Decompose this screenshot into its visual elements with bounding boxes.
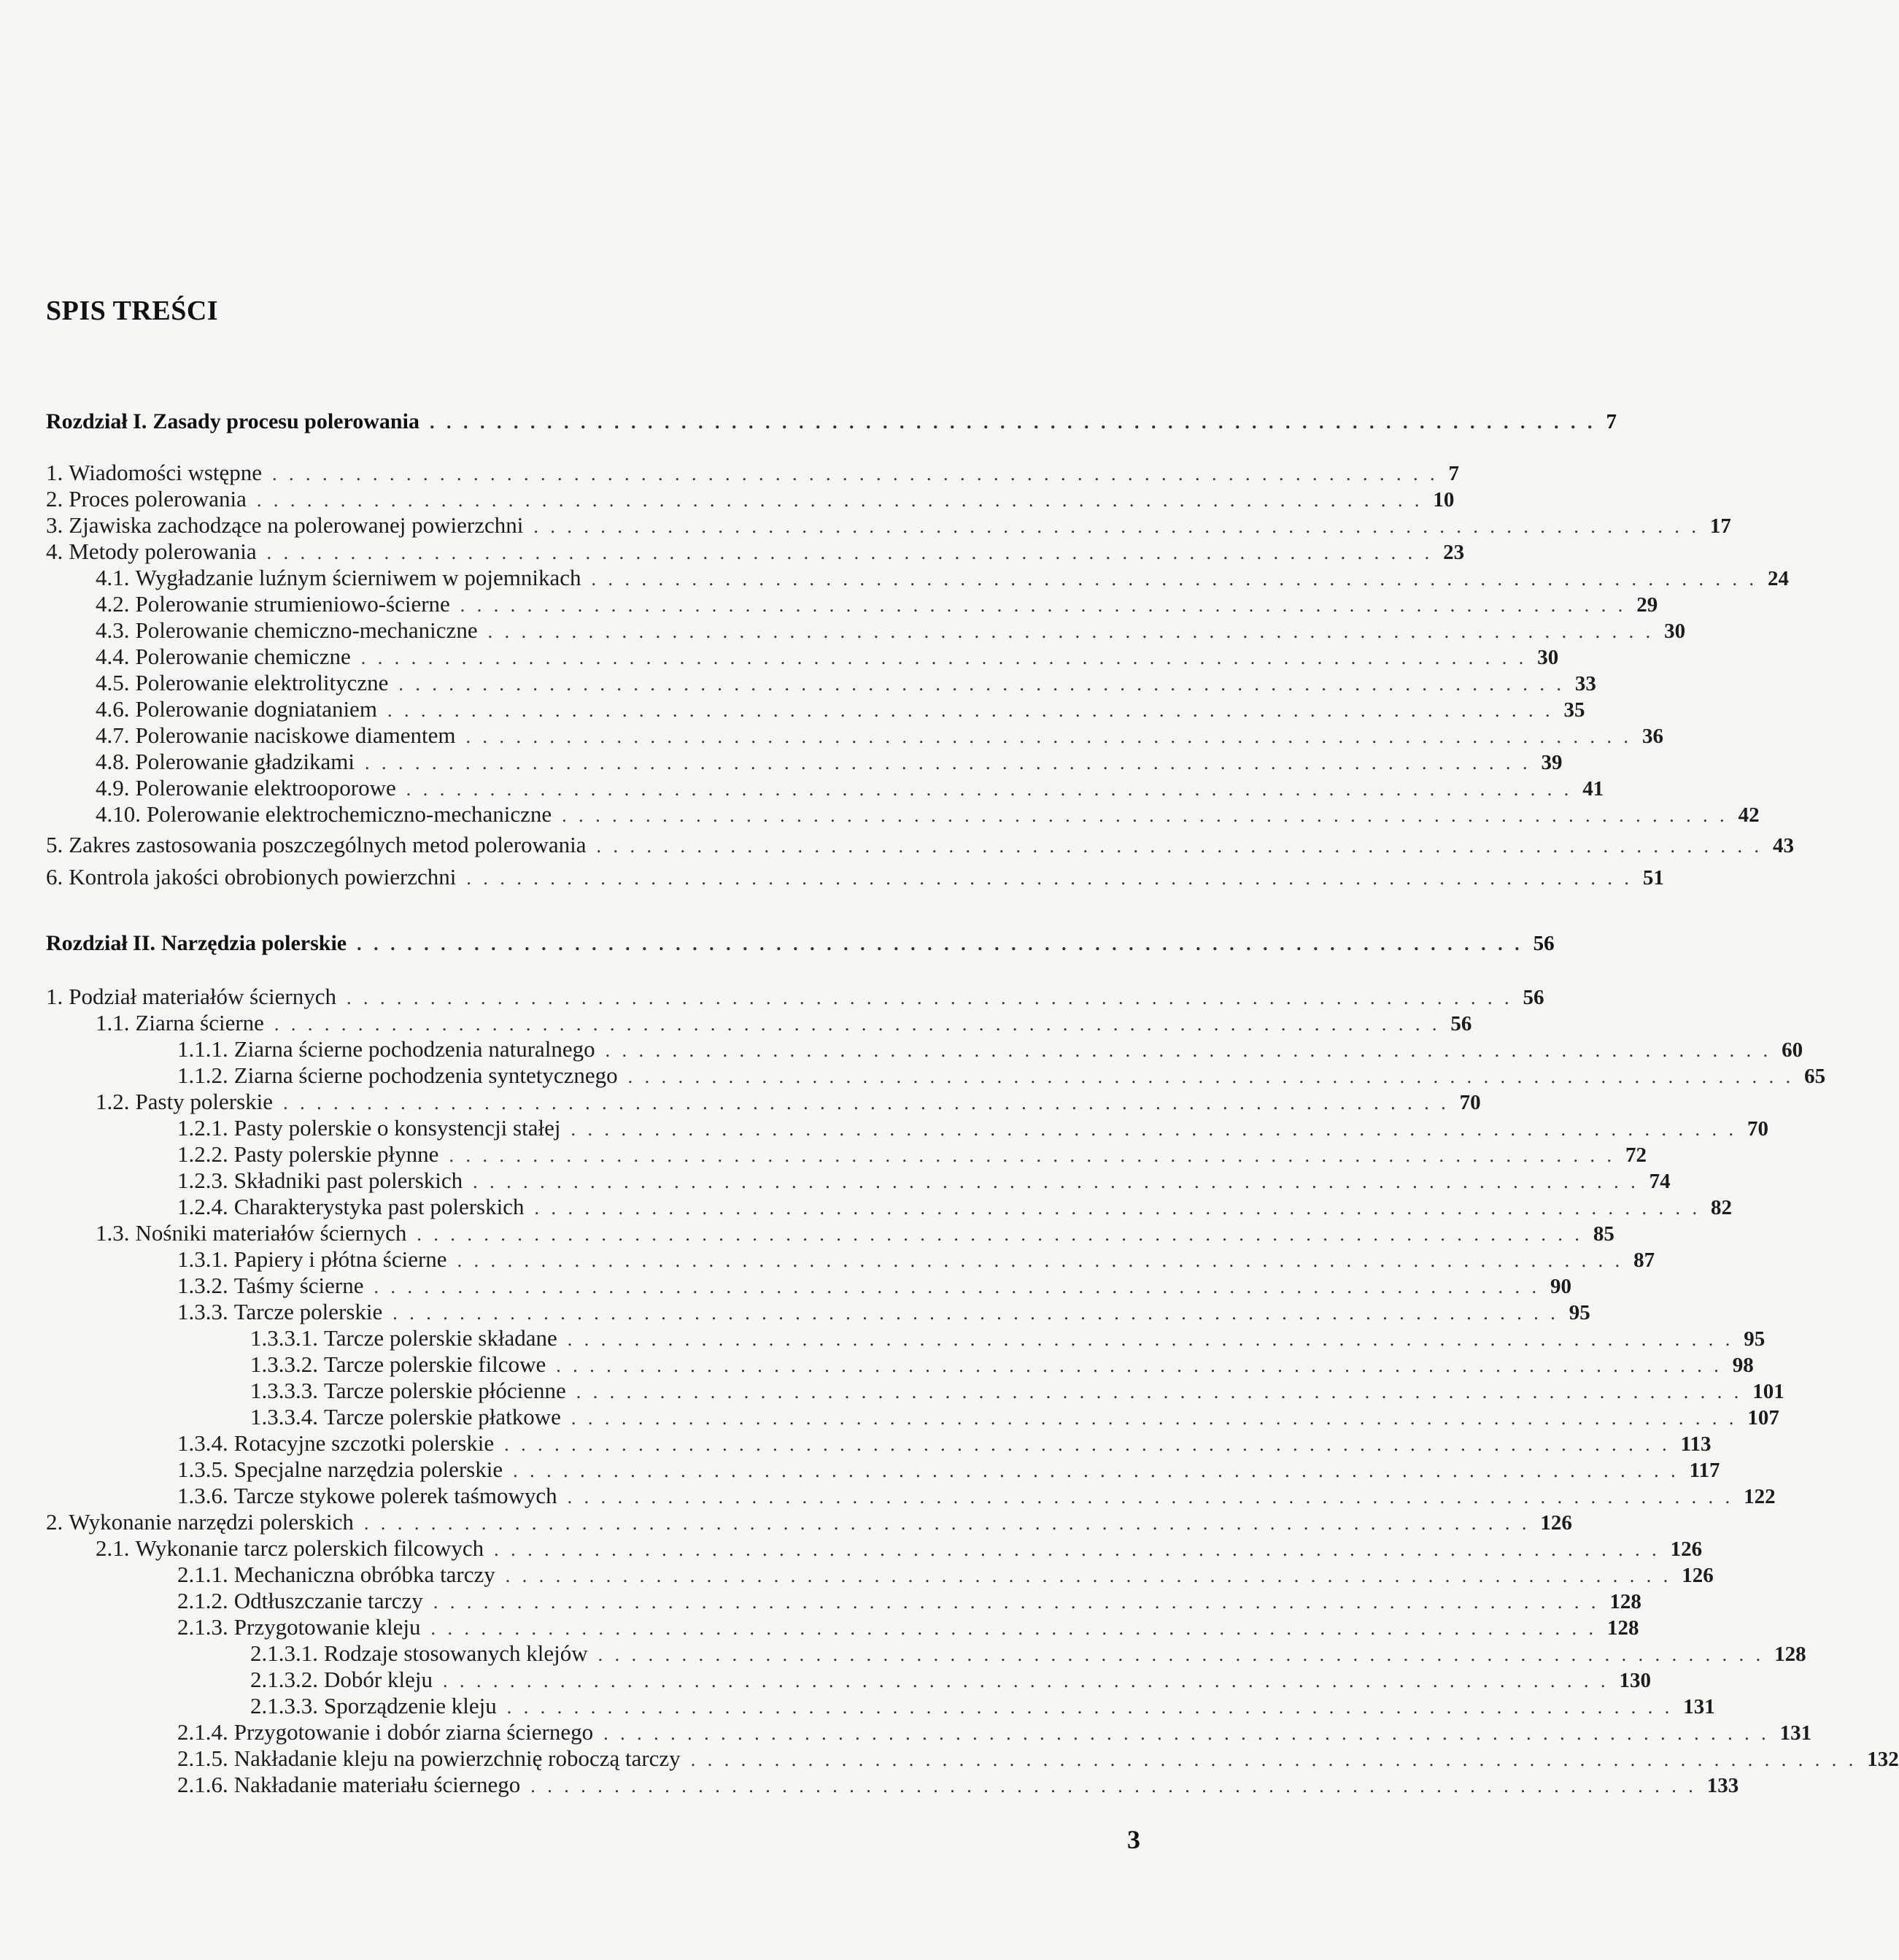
toc-entry: [46, 1457, 1720, 1483]
toc-entry-title: Podział materiałów ściernych: [69, 984, 336, 1009]
toc-entry-title: Składniki past polerskich: [233, 1168, 463, 1193]
dot-leader: [430, 409, 1596, 436]
toc-entry-page: 113: [1680, 1432, 1712, 1456]
toc-entry-number: 2.: [46, 1509, 63, 1535]
toc-entry: [46, 486, 1455, 512]
toc-entry-title: Polerowanie elektrooporowe: [135, 775, 396, 800]
toc-entry: [46, 1719, 1812, 1745]
dot-leader: [267, 540, 1434, 566]
toc-entry: [46, 1325, 1765, 1351]
toc-entry-title: Mechaniczna obróbka tarczy: [233, 1562, 495, 1587]
dot-leader: [361, 645, 1528, 671]
toc-entry-page: 131: [1779, 1721, 1812, 1745]
toc-entry-title: Kontrola jakości obrobionych powierzchni: [69, 864, 457, 890]
toc-entry-page: 35: [1563, 698, 1585, 722]
dot-leader: [417, 1222, 1583, 1248]
toc-entry-page: 42: [1738, 803, 1760, 827]
toc-entry-title: Polerowanie strumieniowo-ścierne: [135, 591, 450, 617]
toc-entry-number: Rozdział I.: [46, 409, 147, 433]
toc-entry-page: 70: [1747, 1117, 1768, 1141]
toc-entry: [46, 1036, 1803, 1062]
toc-entry-title: Nakładanie materiału ściernego: [233, 1772, 521, 1797]
dot-leader: [460, 593, 1627, 619]
toc-entry-title: Wygładzanie luźnym ścierniwem w pojemnikach: [135, 565, 581, 590]
toc-chapter-heading: [46, 930, 1555, 957]
toc-entry: [46, 1141, 1647, 1168]
toc-entry: [46, 696, 1585, 722]
dot-leader: [466, 724, 1633, 750]
toc-entry-number: 2.1.: [96, 1535, 130, 1561]
toc-entry-page: 51: [1642, 866, 1664, 890]
toc-entry-number: 1.1.2.: [177, 1062, 228, 1088]
toc-entry-title: Pasty polerskie płynne: [233, 1141, 439, 1167]
toc-entry-title: Dobór kleju: [324, 1667, 433, 1692]
dot-leader: [534, 1195, 1701, 1222]
toc-entry: [46, 1693, 1715, 1719]
dot-leader: [387, 698, 1554, 724]
toc-entry-number: 3.: [46, 512, 63, 538]
toc-entry-title: Zakres zastosowania poszczególnych metod polerowania: [69, 832, 587, 857]
toc-entry: [46, 539, 1465, 565]
toc-entry-number: 1.3.1.: [177, 1246, 228, 1272]
toc-entry-page: 30: [1664, 620, 1686, 643]
toc-entry-title: Wykonanie tarcz polerskich filcowych: [135, 1535, 484, 1561]
toc-entry-page: 29: [1636, 593, 1658, 617]
toc-entry: [46, 1640, 1806, 1667]
dot-leader: [504, 1432, 1671, 1458]
dot-leader: [603, 1721, 1770, 1747]
dot-leader: [449, 1143, 1615, 1169]
toc-entry-number: 1.3.5.: [177, 1457, 228, 1482]
toc-entry: [46, 1667, 1651, 1693]
toc-entry-title: Ziarna ścierne pochodzenia syntetycznego: [233, 1062, 618, 1088]
dot-leader: [430, 1616, 1597, 1642]
toc-entry-page: 41: [1582, 777, 1604, 800]
toc-entry: [46, 617, 1686, 644]
toc-entry-page: 122: [1744, 1485, 1776, 1508]
toc-entry-page: 60: [1782, 1038, 1803, 1062]
toc-entry: [46, 1745, 1899, 1772]
dot-leader: [374, 1274, 1541, 1300]
toc-entry-page: 98: [1732, 1354, 1754, 1377]
toc-entry: [46, 1483, 1776, 1509]
toc-entry-page: 90: [1550, 1275, 1571, 1298]
dot-leader: [433, 1589, 1600, 1616]
toc-entry-number: 4.1.: [96, 565, 130, 590]
dot-leader: [457, 1248, 1624, 1274]
dot-leader: [533, 514, 1700, 540]
toc-entry: [46, 722, 1664, 749]
toc-entry-page: 126: [1540, 1511, 1572, 1535]
toc-entry: [46, 1430, 1712, 1457]
toc-entry-title: Tarcze stykowe polerek taśmowych: [233, 1483, 557, 1508]
toc-entry-page: 74: [1649, 1170, 1671, 1193]
toc-entry-page: 70: [1459, 1091, 1481, 1114]
toc-entry-title: Tarcze polerskie: [233, 1299, 383, 1324]
toc-entry-title: Charakterystyka past polerskich: [233, 1194, 525, 1219]
toc-entry-page: 133: [1706, 1774, 1739, 1797]
toc-entry: [46, 749, 1563, 775]
toc-entry-page: 56: [1533, 932, 1555, 955]
toc-entry-page: 10: [1433, 488, 1455, 512]
toc-entry-title: Narzędzia polerskie: [161, 931, 347, 955]
toc-entry-number: 1.2.2.: [177, 1141, 228, 1167]
toc-entry-page: 7: [1606, 410, 1617, 433]
dot-leader: [530, 1773, 1697, 1799]
toc-chapter-heading: [46, 409, 1617, 435]
toc-entry-page: 126: [1670, 1537, 1703, 1561]
toc-entry-number: 1.: [46, 460, 63, 485]
toc-entry-title: Polerowanie elektrolityczne: [135, 670, 389, 695]
toc-entry: [46, 512, 1731, 539]
dot-leader: [466, 865, 1633, 892]
toc-entry-number: 1.3.: [96, 1220, 130, 1246]
dot-leader: [571, 1116, 1737, 1143]
toc-entry-title: Pasty polerskie: [135, 1089, 274, 1114]
toc-entry-number: 4.8.: [96, 749, 130, 774]
toc-entry: [46, 1562, 1714, 1588]
page-title: SPIS TREŚCI: [46, 296, 219, 326]
toc-entry-title: Polerowanie gładzikami: [135, 749, 355, 774]
toc-entry-title: Tarcze polerskie płatkowe: [324, 1404, 561, 1430]
toc-entry-number: 2.1.3.2.: [250, 1667, 318, 1692]
toc-entry: [46, 1351, 1754, 1378]
toc-entry-title: Przygotowanie i dobór ziarna ściernego: [233, 1719, 594, 1745]
toc-entry-title: Proces polerowania: [69, 486, 247, 512]
toc-entry: [46, 1194, 1732, 1220]
toc-entry-title: Rotacyjne szczotki polerskie: [233, 1430, 495, 1456]
toc-entry-page: 117: [1689, 1459, 1720, 1482]
dot-leader: [274, 1011, 1441, 1038]
toc-entry-page: 82: [1710, 1196, 1732, 1219]
toc-entry-title: Wykonanie narzędzi polerskich: [69, 1509, 354, 1535]
toc-entry-page: 56: [1450, 1012, 1472, 1035]
toc-entry-page: 43: [1773, 834, 1795, 857]
toc-entry-title: Ziarna ścierne pochodzenia naturalnego: [233, 1036, 595, 1062]
toc-entry: [46, 1089, 1481, 1115]
toc-entry-number: 4.: [46, 539, 63, 564]
toc-entry: [46, 1378, 1784, 1404]
toc-entry: [46, 1273, 1571, 1299]
toc-entry-page: 95: [1569, 1301, 1590, 1324]
dot-leader: [494, 1537, 1660, 1563]
toc-entry-number: 1.2.4.: [177, 1194, 228, 1219]
toc-entry-number: 4.4.: [96, 644, 130, 669]
toc-entry-title: Zasady procesu polerowania: [152, 409, 419, 433]
toc-entry-page: 95: [1744, 1327, 1765, 1351]
dot-leader: [365, 750, 1531, 776]
toc-entry: [46, 591, 1658, 617]
toc-entry: [46, 984, 1544, 1010]
toc-entry-page: 39: [1541, 751, 1563, 774]
dot-leader: [473, 1169, 1639, 1195]
toc-entry-number: 1.1.: [96, 1010, 130, 1035]
dot-leader: [597, 833, 1763, 860]
dot-leader: [606, 1038, 1772, 1064]
toc-entry-number: 4.3.: [96, 617, 130, 643]
toc-entry-title: Zjawiska zachodzące na polerowanej powierzchni: [69, 512, 524, 538]
dot-leader: [398, 671, 1565, 698]
toc-entry: [46, 460, 1460, 486]
dot-leader: [488, 619, 1655, 645]
toc-entry-number: 1.3.3.3.: [250, 1378, 318, 1403]
dot-leader: [506, 1563, 1672, 1589]
toc-entry-number: 5.: [46, 832, 63, 857]
toc-entry-page: 24: [1768, 567, 1790, 590]
toc-entry-number: 2.1.3.1.: [250, 1640, 318, 1666]
toc-entry-number: 1.2.1.: [177, 1115, 228, 1141]
toc-entry-title: Nośniki materiałów ściernych: [135, 1220, 407, 1246]
toc-entry-title: Papiery i płótna ścierne: [233, 1246, 447, 1272]
toc-entry-title: Wiadomości wstępne: [69, 460, 263, 485]
toc-entry-number: 2.1.1.: [177, 1562, 228, 1587]
toc-entry-number: 1.3.4.: [177, 1430, 228, 1456]
toc-entry: [46, 1772, 1739, 1798]
toc-entry: [46, 1588, 1641, 1614]
toc-entry-number: 4.6.: [96, 696, 130, 722]
toc-entry-page: 87: [1633, 1249, 1655, 1272]
toc-entry-number: 4.10.: [96, 801, 141, 827]
toc-entry: [46, 1299, 1590, 1325]
dot-leader: [562, 803, 1728, 829]
toc-entry-page: 65: [1804, 1065, 1826, 1088]
toc-entry: [46, 1115, 1768, 1141]
toc-entry: [46, 832, 1795, 858]
toc-entry-number: 1.2.3.: [177, 1168, 228, 1193]
dot-leader: [443, 1668, 1609, 1694]
toc-entry: [46, 1220, 1614, 1246]
toc-entry-number: Rozdział II.: [46, 931, 155, 955]
toc-entry-page: 130: [1619, 1669, 1651, 1692]
toc-entry-title: Specjalne narzędzia polerskie: [233, 1457, 503, 1482]
toc-entry-page: 126: [1682, 1564, 1714, 1587]
toc-entry-number: 4.9.: [96, 775, 130, 800]
toc-entry-page: 56: [1523, 986, 1544, 1009]
toc-entry-page: 72: [1625, 1143, 1647, 1167]
toc-entry-number: 4.5.: [96, 670, 130, 695]
toc-entry-number: 2.1.4.: [177, 1719, 228, 1745]
toc-entry-page: 17: [1709, 514, 1731, 538]
dot-leader: [513, 1458, 1679, 1484]
toc-entry-title: Nakładanie kleju na powierzchnię roboczą tarczy: [233, 1745, 681, 1771]
toc-entry-number: 4.2.: [96, 591, 130, 617]
dot-leader: [357, 931, 1523, 957]
toc-entry-title: Polerowanie naciskowe diamentem: [135, 722, 456, 748]
toc-entry-number: 1.3.3.2.: [250, 1351, 318, 1377]
toc-entry: [46, 644, 1559, 670]
toc-entry-title: Polerowanie chemiczno-mechaniczne: [135, 617, 478, 643]
toc-entry-number: 2.1.3.: [177, 1614, 228, 1640]
dot-leader: [568, 1327, 1734, 1353]
toc-entry-number: 1.3.2.: [177, 1273, 228, 1298]
toc-entry-title: Pasty polerskie o konsystencji stałej: [233, 1115, 561, 1141]
toc-entry: [46, 1535, 1703, 1562]
dot-leader: [556, 1353, 1722, 1379]
toc-entry-title: Sporządzenie kleju: [324, 1693, 497, 1718]
toc-entry-title: Ziarna ścierne: [135, 1010, 264, 1035]
toc-entry-page: 128: [1774, 1643, 1806, 1666]
toc-entry-page: 7: [1448, 462, 1460, 485]
dot-leader: [598, 1642, 1765, 1668]
toc-entry-page: 33: [1574, 672, 1596, 695]
toc-entry-title: Polerowanie dogniataniem: [135, 696, 377, 722]
toc-entry: [46, 801, 1760, 827]
dot-leader: [568, 1484, 1734, 1510]
toc-entry-number: 2.: [46, 486, 63, 512]
toc-entry-page: 101: [1752, 1380, 1784, 1403]
toc-entry-title: Taśmy ścierne: [233, 1273, 364, 1298]
dot-leader: [691, 1747, 1857, 1773]
dot-leader: [272, 461, 1439, 487]
toc-entry-page: 30: [1537, 646, 1559, 669]
dot-leader: [392, 1300, 1559, 1327]
dot-leader: [592, 566, 1758, 593]
toc-entry-title: Polerowanie elektrochemiczno-mechaniczne: [147, 801, 552, 827]
toc-entry: [46, 1404, 1779, 1430]
dot-leader: [571, 1405, 1738, 1432]
toc-entry-page: 23: [1443, 541, 1465, 564]
toc-entry-title: Przygotowanie kleju: [233, 1614, 421, 1640]
toc-entry: [46, 1168, 1671, 1194]
toc-entry: [46, 1062, 1826, 1089]
toc-entry-number: 1.: [46, 984, 63, 1009]
toc-entry: [46, 565, 1790, 591]
toc-entry-title: Metody polerowania: [69, 539, 257, 564]
toc-entry: [46, 1509, 1572, 1535]
toc-entry-page: 128: [1606, 1616, 1639, 1640]
toc-entry-number: 2.1.2.: [177, 1588, 228, 1613]
dot-leader: [283, 1090, 1450, 1116]
toc-entry-page: 132: [1867, 1748, 1899, 1771]
toc-entry-number: 2.1.3.3.: [250, 1693, 318, 1718]
toc-entry: [46, 1010, 1472, 1036]
toc-entry-number: 6.: [46, 864, 63, 890]
toc-entry: [46, 1614, 1639, 1640]
toc-entry-number: 1.1.1.: [177, 1036, 228, 1062]
toc-entry-title: Odtłuszczanie tarczy: [233, 1588, 423, 1613]
toc-entry-number: 2.1.6.: [177, 1772, 228, 1797]
toc-entry-page: 107: [1747, 1406, 1779, 1430]
page-number: 3: [1127, 1825, 1140, 1854]
toc-entry-number: 1.2.: [96, 1089, 130, 1114]
toc-entry-title: Tarcze polerskie filcowe: [324, 1351, 546, 1377]
toc-entry: [46, 864, 1664, 890]
dot-leader: [364, 1510, 1531, 1537]
toc-entry-number: 1.3.3.: [177, 1299, 228, 1324]
toc-entry-number: 2.1.5.: [177, 1745, 228, 1771]
toc-entry-page: 131: [1683, 1695, 1715, 1718]
toc-entry-number: 4.7.: [96, 722, 130, 748]
toc-entry-title: Rodzaje stosowanych klejów: [324, 1640, 588, 1666]
toc-entry-page: 128: [1609, 1590, 1641, 1613]
dot-leader: [628, 1064, 1795, 1090]
toc-entry-number: 1.3.3.4.: [250, 1404, 318, 1430]
dot-leader: [576, 1379, 1743, 1405]
dot-leader: [347, 985, 1513, 1011]
toc-entry-title: Tarcze polerskie składane: [324, 1325, 557, 1351]
dot-leader: [507, 1694, 1674, 1721]
toc-entry-page: 85: [1593, 1222, 1614, 1246]
dot-leader: [406, 776, 1573, 803]
toc-entry-number: 1.3.6.: [177, 1483, 228, 1508]
toc-entry: [46, 670, 1596, 696]
toc-entry-page: 36: [1642, 725, 1664, 748]
toc-entry-title: Polerowanie chemiczne: [135, 644, 351, 669]
dot-leader: [257, 487, 1423, 514]
toc-entry: [46, 775, 1604, 801]
toc-entry-title: Tarcze polerskie płócienne: [324, 1378, 566, 1403]
toc-entry-number: 1.3.3.1.: [250, 1325, 318, 1351]
toc-entry: [46, 1246, 1655, 1273]
